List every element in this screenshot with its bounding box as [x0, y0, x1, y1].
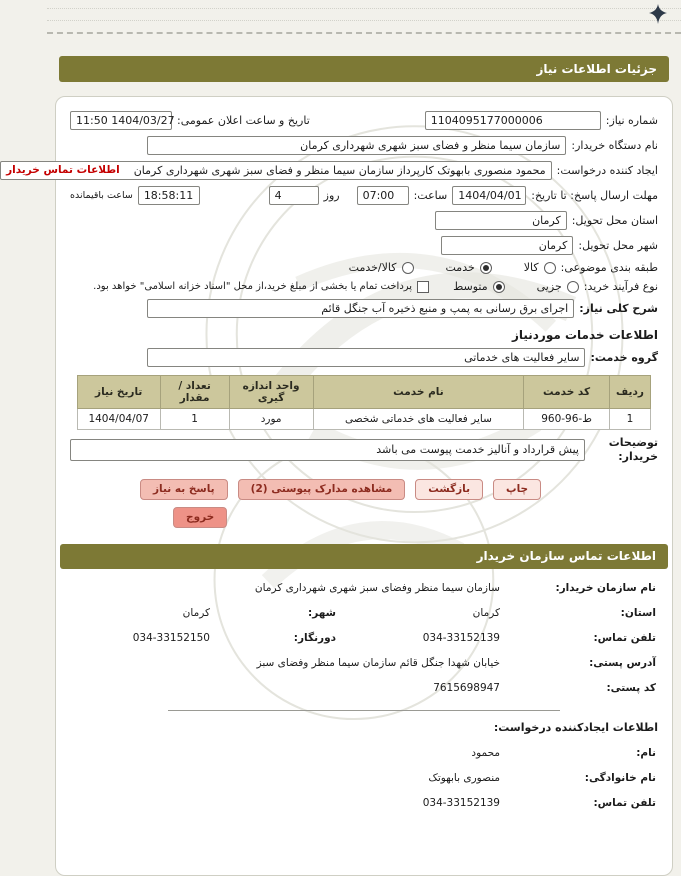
process-type-label: نوع فرآیند خرید:	[583, 280, 658, 293]
print-button[interactable]: چاپ	[493, 479, 541, 500]
radio-service[interactable]	[480, 262, 492, 274]
creator-field[interactable]	[0, 161, 552, 180]
first-name-value: محمود	[471, 746, 500, 759]
cell-unit: مورد	[229, 409, 313, 430]
classification-label: طبقه بندی موضوعی:	[560, 261, 658, 274]
treasury-bonds-checkbox-label: پرداخت تمام یا بخشی از مبلغ خرید،از محل "اسناد خزانه اسلامی" خواهد بود.	[93, 281, 413, 292]
form-row-description	[70, 299, 658, 318]
radio-medium-label: متوسط	[453, 280, 488, 293]
contact-row-province-city	[72, 607, 656, 619]
services-table-header-row	[77, 376, 650, 409]
buyer-notes-field[interactable]: پیش قرارداد و آنالیز خدمت پیوست می باشد	[70, 439, 585, 461]
contact-row-org	[72, 582, 656, 594]
cell-quantity: 1	[160, 409, 229, 430]
col-row-number: ردیف	[609, 376, 650, 409]
announce-datetime-label: تاریخ و ساعت اعلان عمومی:	[177, 114, 310, 127]
view-attached-docs-button[interactable]: مشاهده مدارک پیوستی (2)	[238, 479, 406, 500]
deadline-label: مهلت ارسال پاسخ: تا تاریخ:	[531, 189, 658, 202]
radio-goods[interactable]	[544, 262, 556, 274]
org-name-label: نام سازمان خریدار:	[555, 581, 656, 594]
page-top-strip	[47, 0, 681, 34]
contact-fax-label: دورنگار:	[293, 631, 336, 644]
form-row-deadline	[70, 186, 658, 205]
col-service-name: نام خدمت	[313, 376, 524, 409]
radio-medium[interactable]	[493, 281, 505, 293]
radio-minor-label: جزیی	[536, 280, 562, 293]
services-table-row	[77, 409, 650, 430]
delivery-province-field[interactable]: کرمان	[435, 211, 567, 230]
radio-service-label: خدمت	[445, 261, 475, 274]
procurement-need-details-page	[6, 0, 681, 811]
form-row-buyer-org	[70, 136, 658, 155]
contact-address-label: آدرس پستی:	[589, 656, 656, 669]
contact-city-label: شهر:	[308, 606, 336, 619]
contact-province-value: کرمان	[472, 606, 500, 619]
treasury-bonds-checkbox[interactable]	[417, 281, 429, 293]
contact-city-value: کرمان	[182, 606, 210, 619]
site-logo-icon	[649, 4, 667, 24]
respond-to-need-button[interactable]: پاسخ به نیاز	[140, 479, 228, 500]
remaining-time-field[interactable]: 18:58:11	[138, 186, 200, 205]
form-row-process-type	[70, 280, 658, 293]
creator-row-first-name	[72, 747, 656, 759]
page-title: جزئیات اطلاعات نیاز	[59, 56, 669, 82]
buyer-contact-section-title: اطلاعات تماس سازمان خریدار	[60, 544, 668, 569]
col-need-date: تاریخ نیاز	[77, 376, 160, 409]
services-table	[77, 375, 651, 430]
creator-info-section-title: اطلاعات ایجادکننده درخواست:	[493, 720, 658, 734]
contact-phone-label: تلفن تماس:	[593, 631, 656, 644]
radio-goods-service[interactable]	[402, 262, 414, 274]
creator-phone-value: 034-33152139	[422, 796, 500, 809]
contact-province-label: استان:	[620, 606, 656, 619]
buyer-org-label: نام دستگاه خریدار:	[571, 139, 658, 152]
form-row-city	[70, 236, 658, 255]
exit-button[interactable]: خروج	[173, 507, 227, 528]
service-group-label: گروه خدمت:	[590, 351, 658, 364]
contact-phone-value: 034-33152139	[422, 631, 500, 644]
contact-row-phone-fax	[72, 632, 656, 644]
creator-phone-label: تلفن تماس:	[593, 796, 656, 809]
action-buttons	[68, 479, 660, 500]
buyer-contact-link[interactable]: اطلاعات تماس خریدار	[6, 164, 120, 176]
cell-row-number: 1	[609, 409, 650, 430]
delivery-city-label: شهر محل تحویل:	[578, 239, 658, 252]
cell-service-code: ط-96-960	[524, 409, 610, 430]
last-name-value: منصوری بابهوتک	[428, 771, 500, 784]
col-quantity: تعداد / مقدار	[160, 376, 229, 409]
creator-value: محمود منصوری بابهوتک کارپرداز سازمان سیما منظر و فضای سبز شهری شهرداری کرمان	[133, 164, 546, 177]
radio-minor[interactable]	[567, 281, 579, 293]
form-row-creator	[6, 161, 658, 180]
cell-need-date: 1404/04/07	[77, 409, 160, 430]
remaining-days-label: روز	[323, 189, 340, 202]
form-row-need-number	[70, 111, 658, 130]
contact-row-address	[72, 657, 656, 669]
exit-button-row	[68, 507, 660, 528]
contact-postal-label: کد پستی:	[606, 681, 656, 694]
back-button[interactable]: بازگشت	[415, 479, 483, 500]
dotted-divider	[47, 20, 681, 21]
contact-row-postal	[72, 682, 656, 694]
need-details-card	[6, 96, 673, 876]
contact-fax-value: 034-33152150	[132, 631, 210, 644]
contact-postal-value: 7615698947	[433, 681, 500, 694]
announce-datetime-field[interactable]: 11:50 1404/03/27	[70, 111, 172, 130]
form-row-province	[70, 211, 658, 230]
deadline-hour-label: ساعت:	[413, 189, 448, 202]
creator-row-phone	[72, 797, 656, 809]
form-row-classification	[70, 261, 658, 274]
remaining-time-label: ساعت باقیمانده	[70, 190, 133, 201]
form-row-buyer-notes	[70, 436, 658, 465]
radio-goods-service-label: کالا/خدمت	[348, 261, 397, 274]
creator-row-last-name	[72, 772, 656, 784]
need-number-label: شماره نیاز:	[605, 114, 658, 127]
contact-address-value: خیابان شهدا جنگل قائم سازمان سیما منظر وفضای سبز	[256, 656, 500, 669]
dotted-divider	[47, 8, 681, 9]
form-row-service-group	[70, 348, 658, 367]
radio-goods-label: کالا	[523, 261, 539, 274]
buyer-org-field[interactable]: سازمان سیما منظر و فضای سبز شهری شهرداری کرمان	[147, 136, 566, 155]
last-name-label: نام خانوادگی:	[584, 771, 656, 784]
remaining-days-field[interactable]: 4	[269, 186, 319, 205]
deadline-hour-field[interactable]: 07:00	[357, 186, 409, 205]
delivery-province-label: استان محل تحویل:	[571, 214, 658, 227]
first-name-label: نام:	[636, 746, 656, 759]
need-number-field[interactable]: 1104095177000006	[425, 111, 601, 130]
col-service-code: کد خدمت	[524, 376, 610, 409]
creator-label: ایجاد کننده درخواست:	[556, 164, 658, 177]
service-group-field[interactable]: سایر فعالیت های خدماتی	[147, 348, 585, 367]
cell-service-name: سایر فعالیت های خدماتی شخصی	[313, 409, 524, 430]
col-unit: واحد اندازه گیری	[229, 376, 313, 409]
description-label: شرح کلی نیاز:	[579, 302, 658, 315]
buyer-notes-label: توضیحات خریدار:	[608, 436, 658, 464]
org-name-value: سازمان سیما منظر وفضای سبز شهری شهرداری کرمان	[254, 581, 500, 594]
section-divider	[168, 710, 560, 711]
deadline-date-field[interactable]: 1404/04/01	[452, 186, 526, 205]
description-field[interactable]: اجرای برق رسانی به پمپ و منبع ذخیره آب جنگل قائم	[147, 299, 574, 318]
delivery-city-field[interactable]: کرمان	[441, 236, 573, 255]
services-section-title: اطلاعات خدمات موردنیاز	[511, 328, 658, 342]
